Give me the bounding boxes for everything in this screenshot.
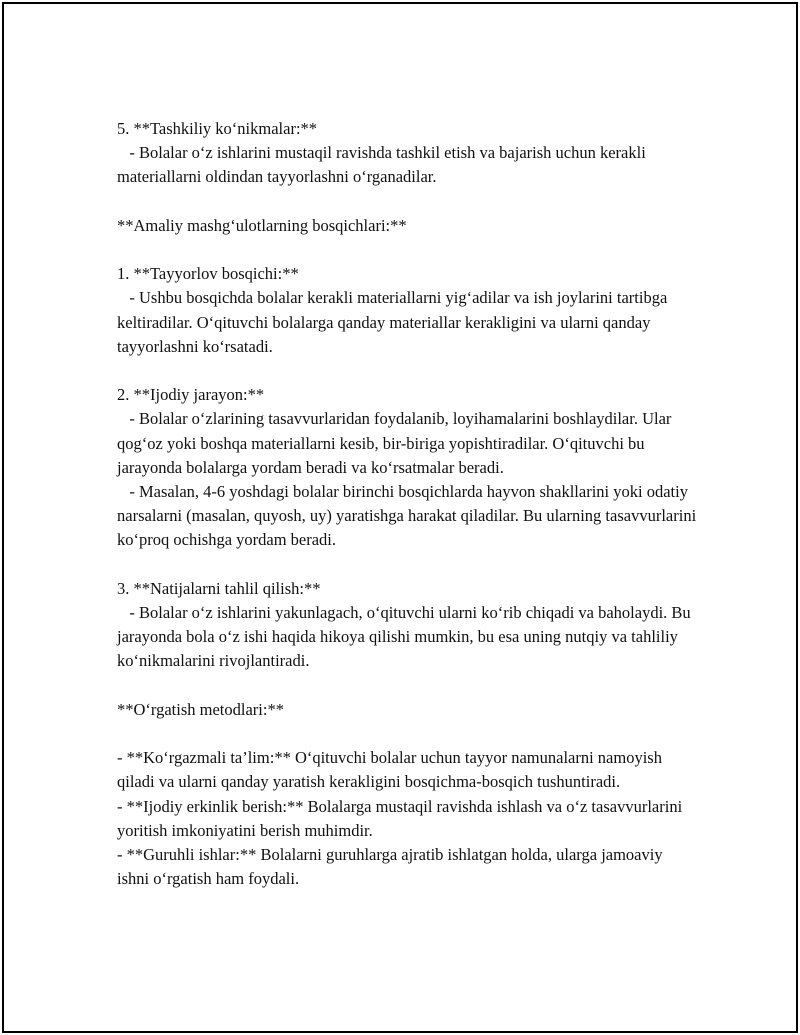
paragraph-gap (117, 238, 697, 262)
methods-heading: **O‘rgatish metodlari:** (117, 699, 284, 719)
stage-2-heading: 2. **Ijodiy jarayon:** (117, 385, 265, 405)
document-body (117, 117, 701, 891)
stage-3-heading: 3. **Natijalarni tahlil qilish:** (117, 578, 321, 598)
paragraph-gap (117, 553, 697, 577)
section-5-body: - Bolalar o‘z ishlarini mustaqil ravishda tashkil etish va bajarish uchun kerakli materiallarni oldindan tayyorlashni o‘rganadilar. (117, 143, 650, 187)
stage-2-body-1: - Bolalar o‘zlarining tasavvurlaridan foydalanib, loyihamalarini boshlaydilar. Ular qog‘oz yoki boshqa materiallarni kesib, bir-biriga yopishtiradilar. O‘qituvchi bu jarayonda bolalarga yordam beradi va ko‘rsatmalar beradi. (117, 409, 676, 477)
method-item: - **Ijodiy erkinlik berish:** Bolalarga mustaqil ravishda ishlash va o‘z tasavvurlarini yoritish imkoniyatini berish muhimdir. (117, 796, 683, 840)
method-item: - **Ko‘rgazmali ta’lim:** O‘qituvchi bolalar uchun tayyor namunalarni namoyish qiladi va ularni qanday yaratish kerakligini bosqichma-bosqich tushuntiradi. (117, 748, 662, 792)
paragraph-gap (117, 359, 697, 383)
paragraph-gap (117, 722, 697, 746)
paragraph-gap (117, 674, 697, 698)
method-item: - **Guruhli ishlar:** Bolalarni guruhlarga ajratib ishlatgan holda, ularga jamoaviy ishni o‘rgatish ham foydali. (117, 845, 663, 889)
stages-heading: **Amaliy mashg‘ulotlarning bosqichlari:** (117, 215, 407, 235)
stage-3-body: - Bolalar o‘z ishlarini yakunlagach, o‘qituvchi ularni ko‘rib chiqadi va baholaydi. Bu jarayonda bola o‘z ishi haqida hikoya qilishi mumkin, bu esa uning nutqiy va tahliliy ko‘nikmalarini rivojlantiradi. (117, 603, 695, 671)
section-5-heading: 5. **Tashkiliy ko‘nikmalar:** (117, 119, 318, 138)
stage-1-heading: 1. **Tayyorlov bosqichi:** (117, 264, 299, 284)
stage-2-body-2: - Masalan, 4-6 yoshdagi bolalar birinchi bosqichlarda hayvon shakllarini yoki odatiy narsalarni (masalan, quyosh, uy) yaratishga harakat qiladilar. Bu ularning tasavvurlarini ko‘proq ochishga yordam beradi. (117, 482, 701, 550)
paragraph-gap (117, 190, 697, 214)
stage-1-body: - Ushbu bosqichda bolalar kerakli materiallarni yig‘adilar va ish joylarini tartibga keltiradilar. O‘qituvchi bolalarga qanday materiallar kerakligini va ularni qanday tayyorlashni ko‘rsatadi. (117, 288, 672, 356)
